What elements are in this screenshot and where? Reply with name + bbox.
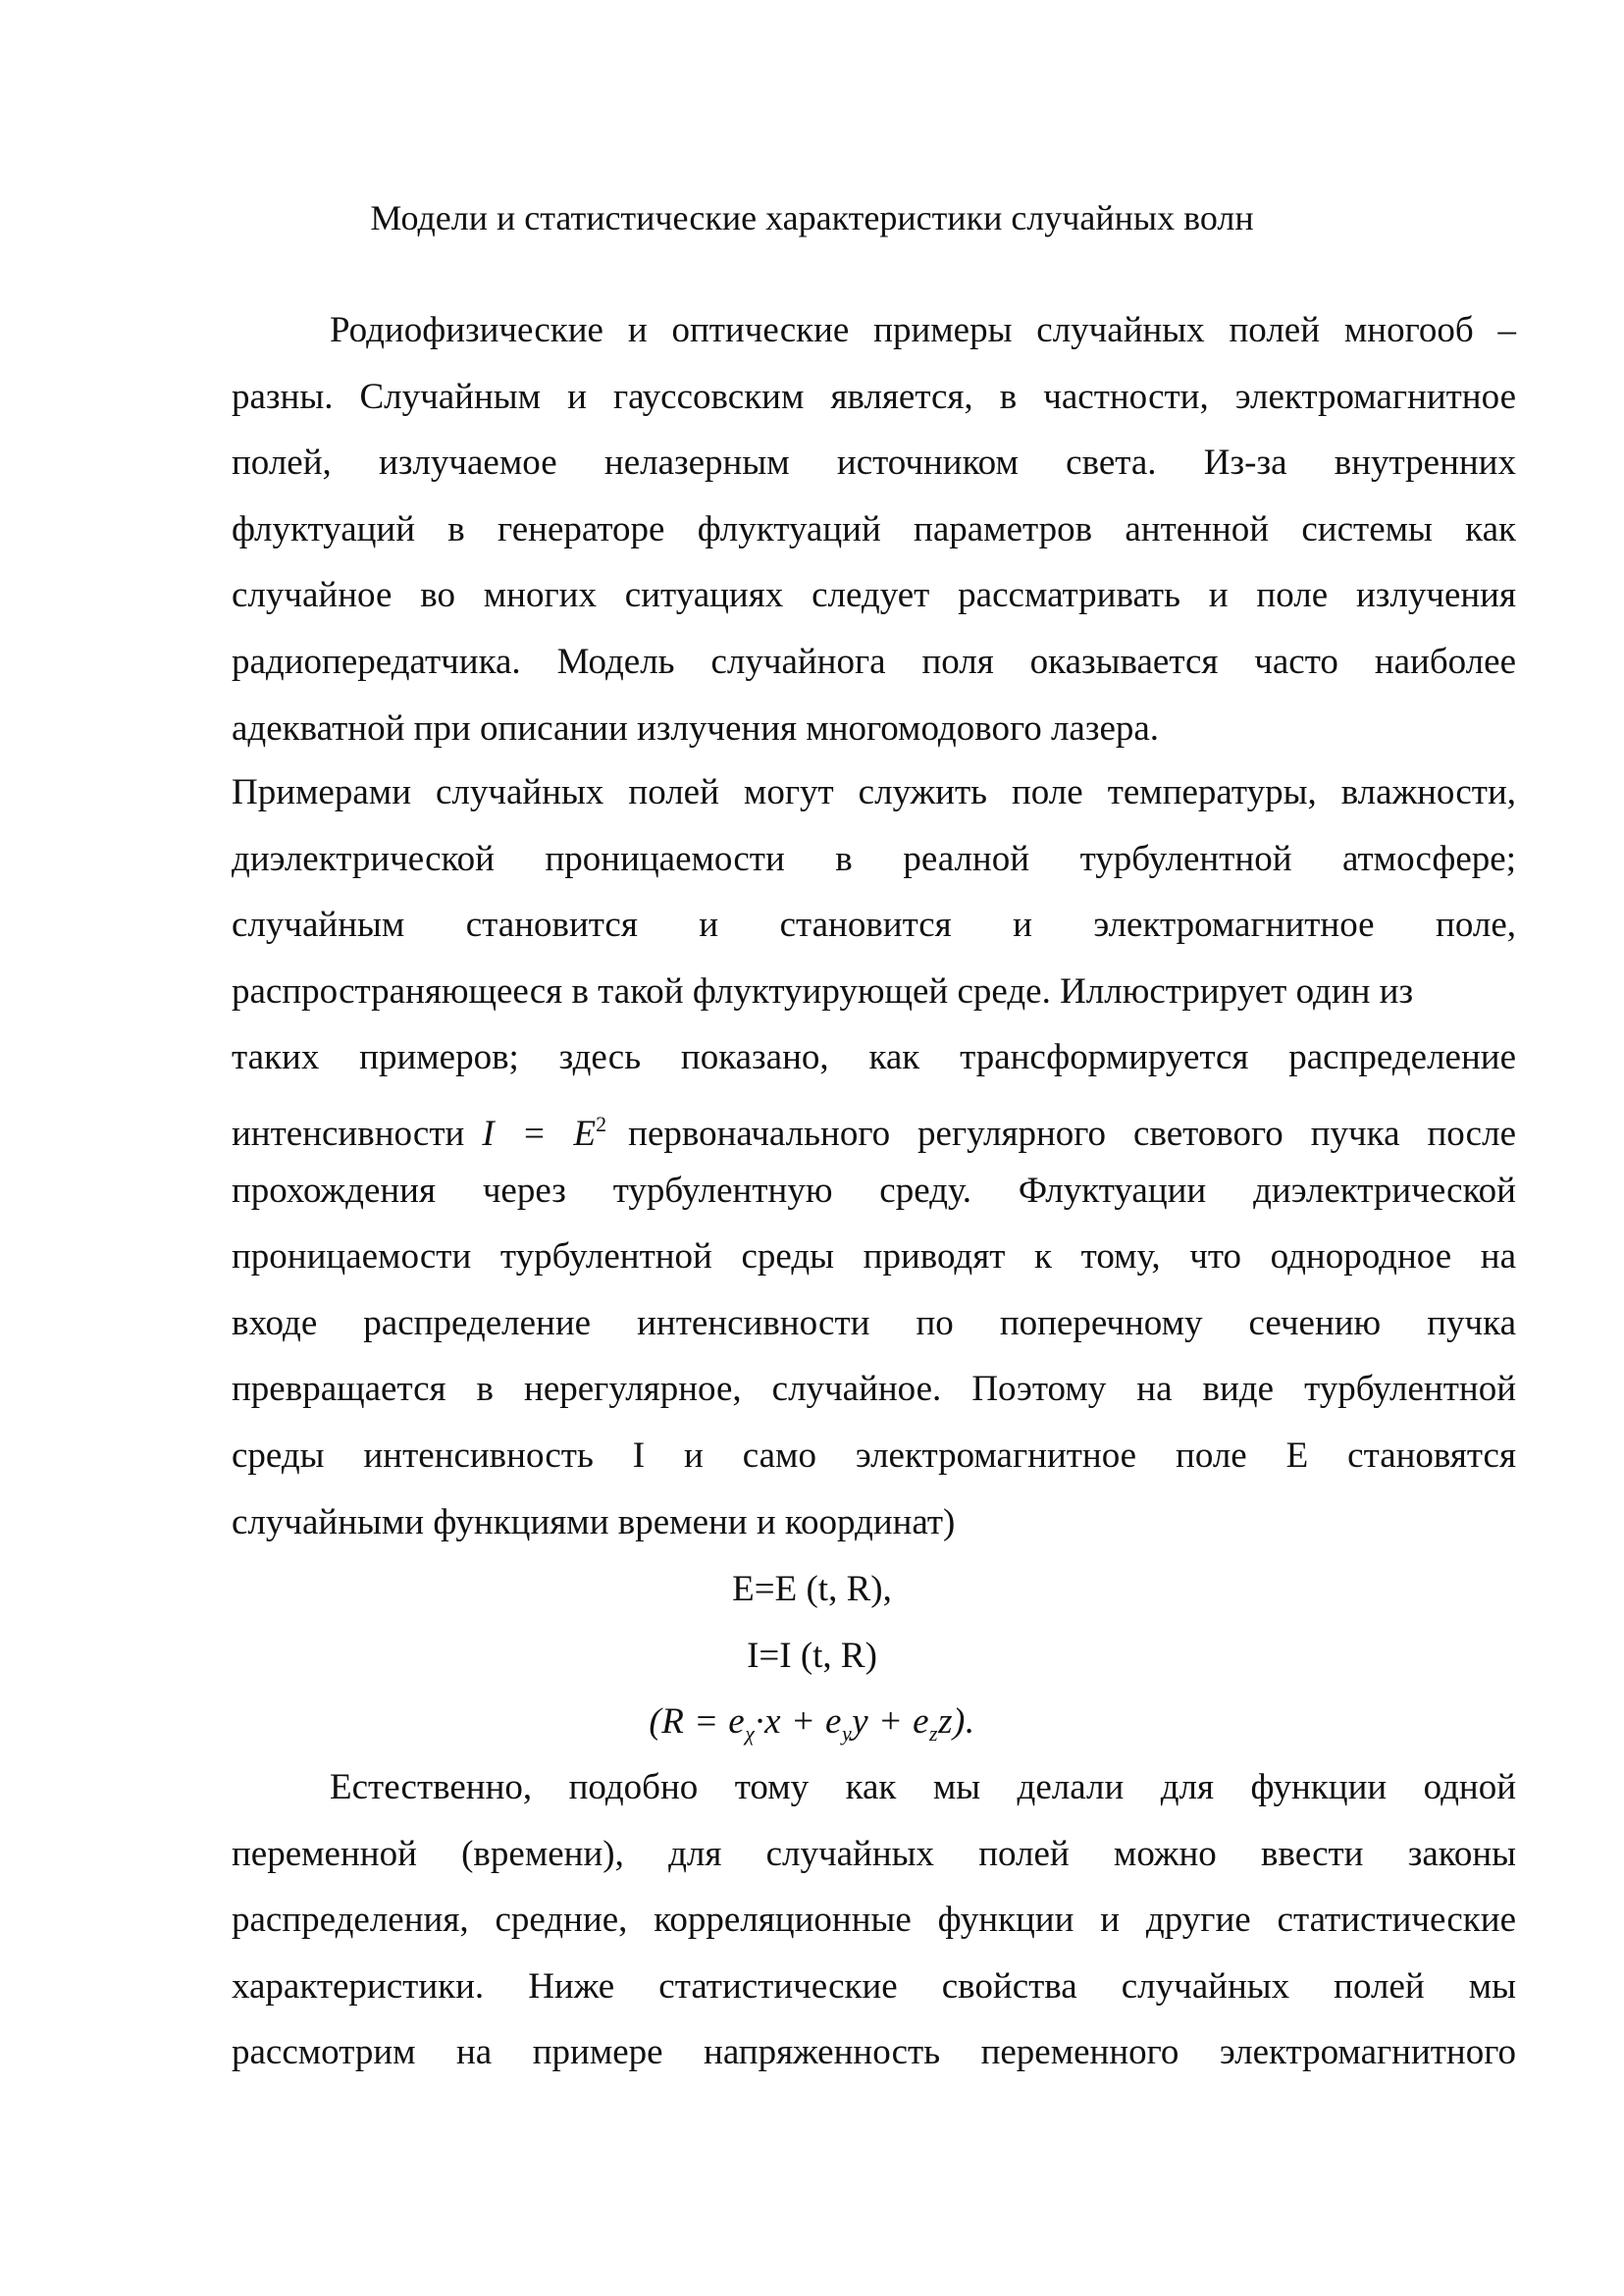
formula-intensity-i: I=I (t, R) (747, 1635, 877, 1676)
text-line: проницаемости турбулентной среды приводят к тому, что однородное на (232, 1236, 1516, 1278)
text-line: Примерами случайных полей могут служить поле температуры, влажности, (232, 772, 1516, 812)
formula-part: z). (938, 1701, 975, 1743)
formula-part: ·x + e (755, 1701, 842, 1743)
text-line: распределения, средние, корреляционные функции и другие статистические (232, 1900, 1516, 1941)
formula-exponent: 2 (596, 1111, 607, 1136)
text-line: радиопередатчика. Модель случайнога поля оказывается часто наиболее (232, 641, 1516, 682)
text-line: переменной (времени), для случайных полей можно ввести законы (232, 1833, 1516, 1874)
formula-field-e: E=E (t, R), (732, 1569, 892, 1609)
text-segment: интенсивности (232, 1113, 465, 1154)
intensity-line (232, 1091, 1516, 1158)
formula-subscript: z (929, 1721, 939, 1747)
text-line: Родиофизические и оптические примеры случайных полей многооб – (330, 310, 1516, 350)
text-line: прохождения через турбулентную среду. Флуктуации диэлектрической (232, 1170, 1516, 1211)
formula-block (0, 1556, 1624, 1755)
formula-base: I = E (482, 1113, 597, 1154)
paragraph-2 (232, 759, 1516, 1555)
text-line: среды интенсивность I и само электромагнитное поле E становятся (232, 1435, 1516, 1476)
formula-subscript: χ (745, 1721, 756, 1747)
text-line: рассмотрим на примере напряженность переменного электромагнитного (232, 2032, 1516, 2073)
text-line: характеристики. Ниже статистические свойства случайных полей мы (232, 1965, 1516, 2007)
text-line: таких примеров; здесь показано, как трансформируется распределение (232, 1037, 1516, 1078)
text-line: Естественно, подобно тому как мы делали для функции одной (330, 1767, 1516, 1807)
text-segment: первоначального регулярного светового пучка после (628, 1113, 1516, 1154)
formula-part: (R = e (649, 1701, 746, 1743)
formula-radius-vector (0, 1689, 1624, 1755)
text-line: разны. Случайным и гауссовским является, в частности, электромагнитное (232, 376, 1516, 417)
text-line: диэлектрической проницаемости в реалной турбулентной атмосфере; (232, 838, 1516, 879)
text-line: распространяющееся в такой флуктуирующей среде. Иллюстрирует один из (232, 970, 1414, 1012)
text-line: случайное во многих ситуациях следует рассматривать и поле излучения (232, 575, 1516, 616)
document-title: Модели и статистические характеристики случайных волн (370, 198, 1254, 237)
formula-part: y + e (852, 1701, 930, 1743)
intensity-formula (482, 1111, 607, 1154)
formula-subscript: y (841, 1721, 853, 1747)
text-line: флуктуаций в генераторе флуктуаций параметров антенной системы как (232, 508, 1516, 549)
text-line: адекватной при описании излучения многомодового лазера. (232, 707, 1160, 749)
paragraph-1 (232, 297, 1516, 761)
text-line: превращается в нерегулярное, случайное. Поэтому на виде турбулентной (232, 1369, 1516, 1410)
text-line: входе распределение интенсивности по поперечному сечению пучка (232, 1302, 1516, 1343)
text-line: полей, излучаемое нелазерным источником света. Из-за внутренних (232, 443, 1516, 484)
paragraph-3 (232, 1754, 1516, 2086)
text-line: случайным становится и становится и электромагнитное поле, (232, 905, 1516, 946)
text-line: случайными функциями времени и координат) (232, 1501, 956, 1542)
